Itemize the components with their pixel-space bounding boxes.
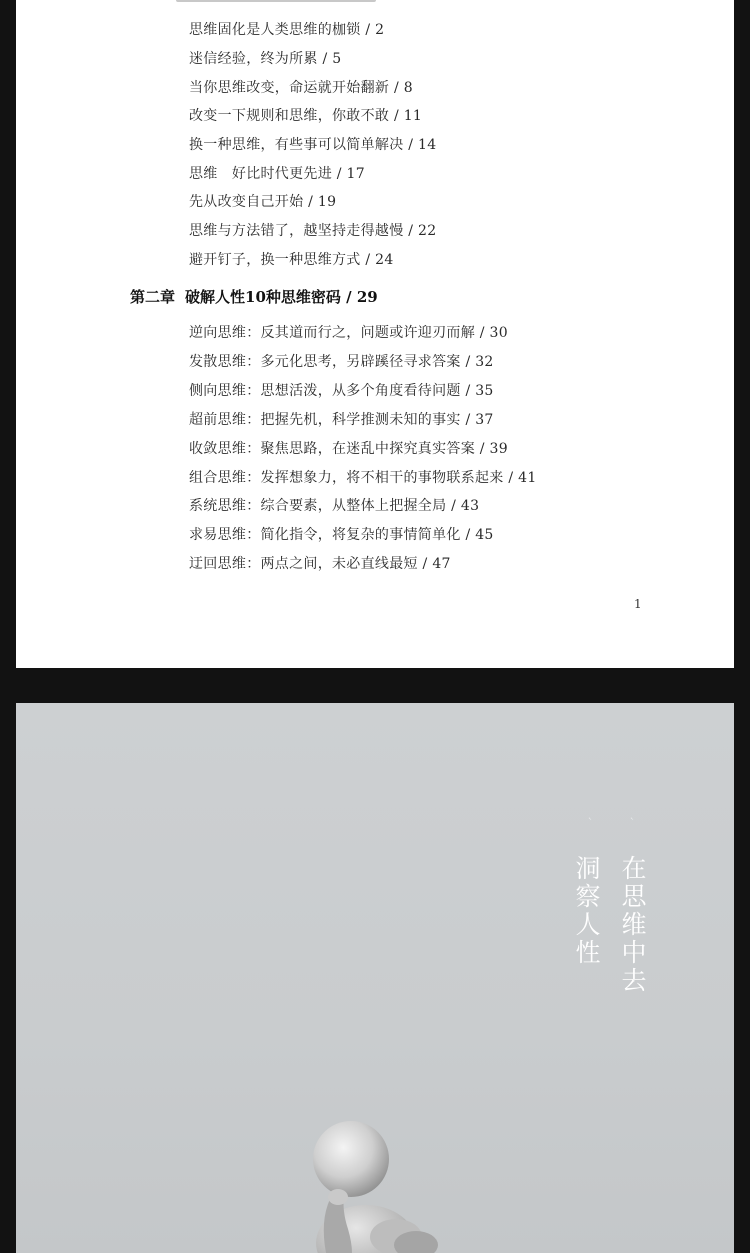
thinking-figure-icon: [286, 1111, 486, 1253]
toc-chapter-heading[interactable]: [130, 287, 378, 307]
toc-entry[interactable]: 逆向思维：反其道而行之，问题或许迎刃而解 / 30: [189, 325, 508, 341]
toc-entry[interactable]: 思维 好比时代更先进 / 17: [189, 166, 365, 182]
toc-entry[interactable]: 求易思维：简化指令，将复杂的事情简单化 / 45: [189, 527, 494, 543]
toc-entry[interactable]: 超前思维：把握先机，科学推测未知的事实 / 37: [189, 412, 494, 428]
toc-entry[interactable]: 组合思维：发挥想象力，将不相干的事物联系起来 / 41: [189, 470, 537, 486]
toc-entry[interactable]: 迷信经验，终为所累 / 5: [189, 51, 342, 67]
toc-entry[interactable]: 思维与方法错了，越坚持走得越慢 / 22: [189, 223, 437, 239]
toc-entry[interactable]: 系统思维：综合要素，从整体上把握全局 / 43: [189, 498, 480, 514]
toc-entry[interactable]: 收敛思维：聚焦思路，在迷乱中探究真实答案 / 39: [189, 441, 508, 457]
page-number: 1: [634, 597, 642, 611]
cover-title-line-1: 在思维中去: [618, 855, 647, 995]
book-cover: [16, 703, 734, 1253]
toc-entry[interactable]: 当你思维改变，命运就开始翻新 / 8: [189, 80, 413, 96]
toc-entry[interactable]: 侧向思维：思想活泼，从多个角度看待问题 / 35: [189, 383, 494, 399]
cut-off-heading: [176, 0, 376, 2]
toc-entry[interactable]: 避开钉子，换一种思维方式 / 24: [189, 252, 394, 268]
toc-entry[interactable]: 改变一下规则和思维，你敢不敢 / 11: [189, 108, 423, 124]
toc-page: [16, 0, 734, 668]
decorative-mark: ｀: [584, 817, 597, 831]
toc-entry[interactable]: 发散思维：多元化思考，另辟蹊径寻求答案 / 32: [189, 354, 494, 370]
toc-entry[interactable]: 换一种思维，有些事可以简单解决 / 14: [189, 137, 437, 153]
cover-title-line-2: 洞察人性: [572, 855, 601, 967]
toc-entry[interactable]: 思维固化是人类思维的枷锁 / 2: [189, 22, 385, 38]
chapter-number: 第二章: [130, 288, 176, 306]
toc-entry[interactable]: 先从改变自己开始 / 19: [189, 194, 337, 210]
toc-entry[interactable]: 迂回思维：两点之间，未必直线最短 / 47: [189, 556, 451, 572]
chapter-title: 破解人性10种思维密码 / 29: [185, 288, 378, 306]
decorative-mark: ｀: [626, 817, 639, 831]
